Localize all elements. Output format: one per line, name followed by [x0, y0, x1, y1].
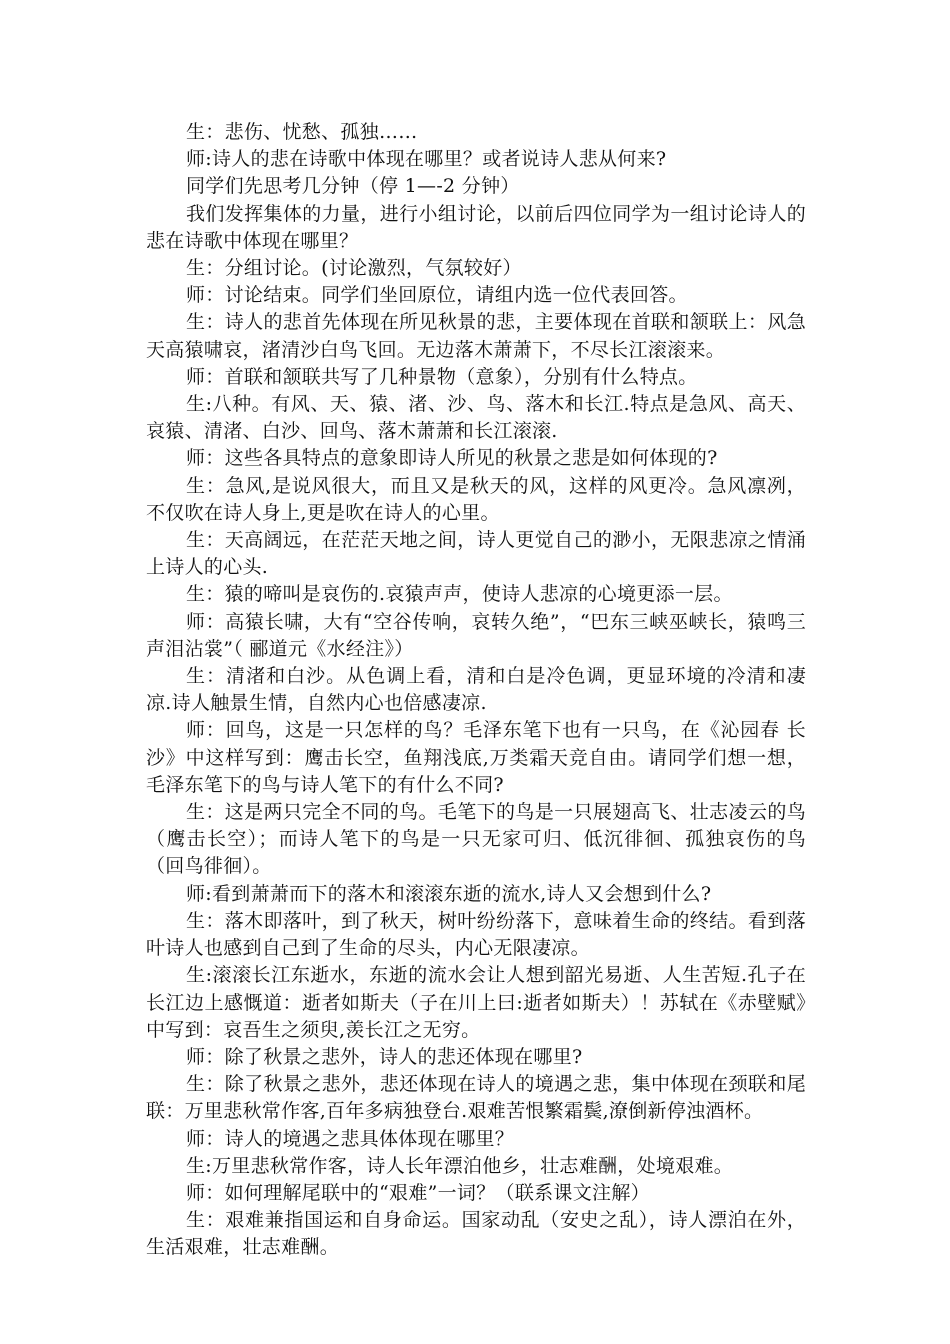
paragraph: 生:万里悲秋常作客，诗人长年漂泊他乡，壮志难酬，处境艰难。 — [186, 1154, 734, 1177]
paragraph: 师：首联和颔联共写了几种景物（意象），分别有什么特点。 — [186, 365, 698, 388]
paragraph: 生：分组讨论。(讨论激烈，气氛较好） — [186, 257, 522, 280]
paragraph: 我们发挥集体的力量，进行小组讨论，以前后四位同学为一组讨论诗人的悲在诗歌中体现在哪里？ — [146, 202, 806, 252]
paragraph: 师:看到萧萧而下的落木和滚滚东逝的流水,诗人又会想到什么? — [186, 882, 712, 905]
paragraph: 师：讨论结束。同学们坐回原位，请组内选一位代表回答。 — [186, 284, 688, 307]
paragraph: 师:诗人的悲在诗歌中体现在哪里？或者说诗人悲从何来? — [186, 148, 667, 171]
paragraph: 生：落木即落叶，到了秋天，树叶纷纷落下，意味着生命的终结。看到落叶诗人也感到自己到了生命的尽头，内心无限凄凉。 — [146, 909, 806, 960]
paragraph: 师：除了秋景之悲外，诗人的悲还体现在哪里? — [186, 1045, 583, 1068]
paragraph: 生:滚滚长江东逝水，东逝的流水会让人想到韶光易逝、人生苦短.孔子在长江边上感慨道：逝者如斯夫（子在川上曰:逝者如斯夫）！苏轼在《赤壁赋》中写到：哀吾生之须臾,羡长江之无穷。 — [146, 964, 806, 1041]
paragraph: 生：诗人的悲首先体现在所见秋景的悲，主要体现在首联和颔联上：风急天高猿啸哀，渚清沙白鸟飞回。无边落木萧萧下，不尽长江滚滚来。 — [146, 311, 806, 361]
paragraph: 师：诗人的境遇之悲具体体现在哪里？ — [186, 1127, 515, 1150]
paragraph: 生：这是两只完全不同的鸟。毛笔下的鸟是一只展翅高飞、壮志凌云的鸟（鹰击长空）；而诗人笔下的鸟是一只无家可归、低沉徘徊、孤独哀伤的鸟（回鸟徘徊）。 — [146, 801, 806, 878]
paragraph: 生：艰难兼指国运和自身命运。国家动乱（安史之乱），诗人漂泊在外，生活艰难，壮志难酬。 — [146, 1209, 806, 1259]
paragraph: 师：高猿长啸，大有“空谷传响，哀转久绝”，“巴东三峡巫峡长，猿鸣三声泪沾裳”（ 郦道元《水经注》） — [146, 610, 806, 660]
paragraph: 生：除了秋景之悲外，悲还体现在诗人的境遇之悲，集中体现在颈联和尾联：万里悲秋常作客,百年多病独登台.艰难苦恨繁霜鬓,潦倒新停浊酒杯。 — [146, 1073, 806, 1123]
paragraph: 师：如何理解尾联中的“艰难”一词？（联系课文注解） — [186, 1181, 650, 1204]
paragraph: 师：回鸟，这是一只怎样的鸟？毛泽东笔下也有一只鸟，在《沁园春 长沙》中这样写到：鹰击长空，鱼翔浅底,万类霜天竞自由。请同学们想一想，毛泽东笔下的鸟与诗人笔下的有什么不同? — [146, 719, 806, 796]
paragraph: 生：清渚和白沙。从色调上看，清和白是冷色调，更显环境的冷清和凄凉.诗人触景生情，自然内心也倍感凄凉. — [146, 665, 806, 715]
paragraph: 生：悲伤、忧愁、孤独…… — [186, 121, 418, 143]
paragraph: 生：猿的啼叫是哀伤的.哀猿声声，使诗人悲凉的心境更添一层。 — [186, 583, 733, 606]
paragraph: 生：天高阔远，在茫茫天地之间，诗人更觉自己的渺小，无限悲凉之情涌上诗人的心头. — [146, 529, 806, 579]
document-body — [146, 119, 806, 1262]
paragraph: 生:八种。有风、天、猿、渚、沙、鸟、落木和长江.特点是急风、高天、哀猿、清渚、白沙、回鸟、落木萧萧和长江滚滚. — [146, 393, 806, 443]
paragraph: 同学们先思考几分钟（停 1—-2 分钟） — [186, 175, 520, 198]
paragraph: 师：这些各具特点的意象即诗人所见的秋景之悲是如何体现的? — [186, 447, 718, 470]
paragraph: 生：急风,是说风很大，而且又是秋天的风，这样的风更冷。急风凛冽，不仅吹在诗人身上,更是吹在诗人的心里。 — [146, 474, 806, 524]
